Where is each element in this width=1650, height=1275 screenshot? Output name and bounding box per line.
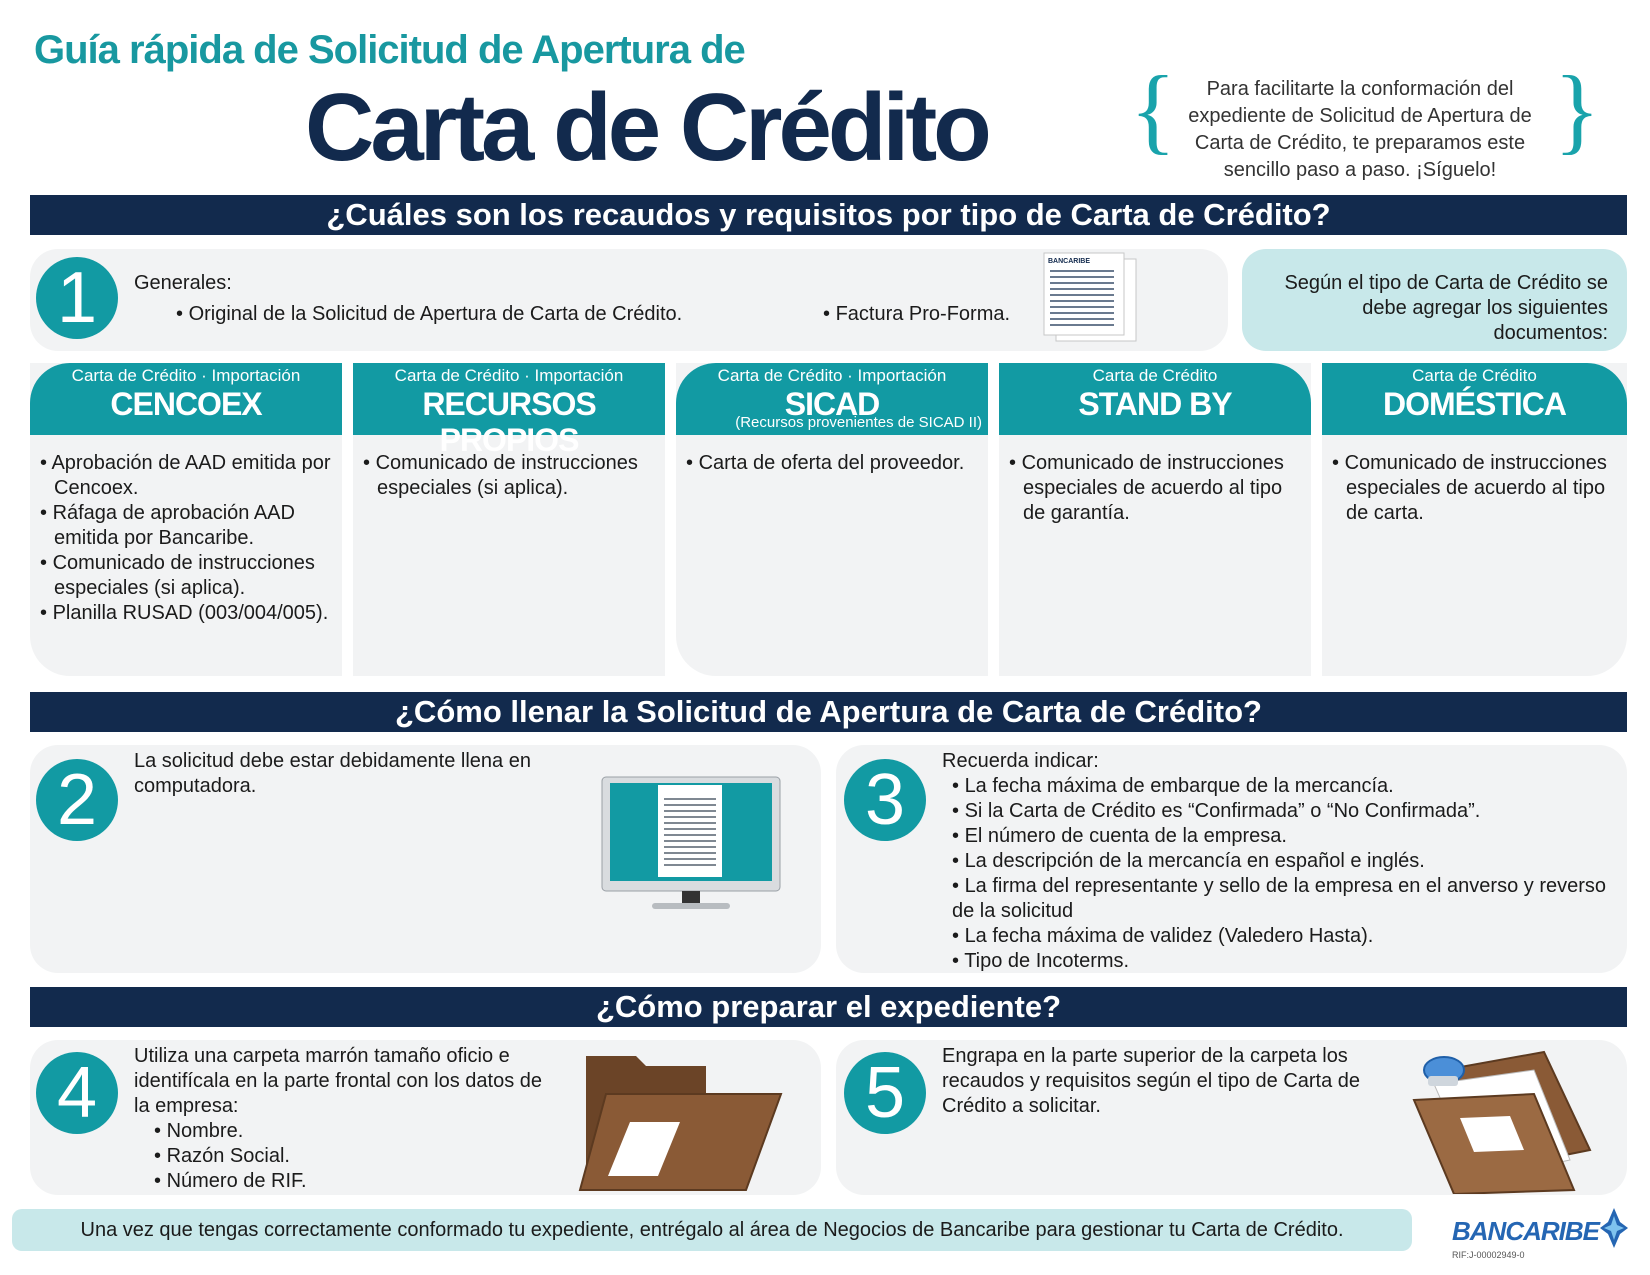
title-top: Guía rápida de Solicitud de Apertura de — [34, 28, 745, 72]
type-name: CENCOEX — [110, 386, 262, 422]
type-header — [353, 363, 665, 458]
stapled-folder-icon — [1384, 1040, 1596, 1194]
type-requirements — [363, 451, 659, 501]
step5-text: Engrapa en la parte superior de la carpeta los recaudos y requisitos según el tipo de Carta de Crédito a solicitar. — [942, 1045, 1361, 1117]
left-brace-icon: { — [1130, 56, 1177, 163]
page-title: Carta de Crédito — [305, 74, 988, 181]
type-header — [30, 363, 342, 435]
type-column-recursos-propios — [353, 363, 665, 676]
list-item: • Comunicado de instrucciones especiales de acuerdo al tipo de carta. — [1332, 451, 1628, 526]
type-column-stand-by — [999, 363, 1311, 676]
step1-panel — [30, 249, 1228, 351]
type-column-cencoex — [30, 363, 342, 676]
step5-panel — [836, 1040, 1627, 1195]
type-subtitle: Carta de Crédito · Importación — [717, 366, 947, 385]
type-column-domestica — [1322, 363, 1627, 676]
list-item: • Si la Carta de Crédito es “Confirmada” o “No Confirmada”. — [952, 799, 1622, 824]
step-number-1: 1 — [36, 257, 118, 339]
right-brace-icon: } — [1554, 56, 1601, 163]
type-header — [1322, 363, 1627, 435]
list-item: • El número de cuenta de la empresa. — [952, 824, 1622, 849]
type-header — [676, 363, 988, 435]
type-header — [999, 363, 1311, 435]
type-name: STAND BY — [1078, 386, 1232, 422]
step-number-4: 4 — [36, 1052, 118, 1134]
list-item: • La firma del representante y sello de la empresa en el anverso y reverso de la solicitud — [952, 874, 1622, 924]
footer-message: Una vez que tengas correctamente conformado tu expediente, entrégalo al área de Negocios de Bancaribe para gestionar tu Carta de Crédito. — [12, 1209, 1412, 1251]
documents-icon — [1042, 251, 1142, 343]
type-column-sicad — [676, 363, 988, 676]
list-item: • Comunicado de instrucciones especiales de acuerdo al tipo de garantía. — [1009, 451, 1305, 526]
step4-list — [154, 1119, 307, 1194]
type-subtitle: Carta de Crédito — [1092, 366, 1218, 385]
step4-text: Utiliza una carpeta marrón tamaño oficio e identifícala en la parte frontal con los datos de la empresa: — [134, 1045, 543, 1117]
step2-text: La solicitud debe estar debidamente llena en computadora. — [134, 750, 531, 797]
list-item: • Tipo de Incoterms. — [952, 949, 1622, 974]
side-note-text: Según el tipo de Carta de Crédito se debe agregar los siguientes documentos: — [1284, 272, 1608, 344]
logo-star-icon — [1598, 1206, 1630, 1250]
step1-item-2: • Factura Pro-Forma. — [823, 303, 1011, 325]
side-note-box — [1242, 249, 1627, 351]
section-bar-requisitos: ¿Cuáles son los recaudos y requisitos por tipo de Carta de Crédito? — [30, 195, 1627, 235]
type-subtitle: Carta de Crédito · Importación — [394, 366, 624, 385]
doc-brand: BANCARIBE — [1048, 258, 1090, 265]
list-item: • Comunicado de instrucciones especiales (si aplica). — [363, 451, 659, 501]
logo-text: BANCARIBE — [1452, 1216, 1599, 1246]
step1-item-2-text: Factura Pro-Forma. — [835, 303, 1011, 325]
type-name: RECURSOS PROPIOS — [422, 386, 596, 458]
list-item: • Carta de oferta del proveedor. — [686, 451, 982, 476]
brown-folder-icon — [576, 1046, 786, 1194]
intro-text: Para facilitarte la conformación del expediente de Solicitud de Apertura de Carta de Crédito, te preparamos este sencillo paso a paso. ¡Síguelo! — [1188, 78, 1532, 181]
step1-item-1-text: Original de la Solicitud de Apertura de Carta de Crédito. — [188, 303, 683, 325]
section-bar-llenar: ¿Cómo llenar la Solicitud de Apertura de Carta de Crédito? — [30, 692, 1627, 732]
section-bar-expediente: ¿Cómo preparar el expediente? — [30, 987, 1627, 1027]
list-item: • Planilla RUSAD (003/004/005). — [40, 601, 336, 626]
type-name: SICAD — [784, 386, 880, 422]
step-number-3: 3 — [844, 759, 926, 841]
rif-text: RIF:J-00002949-0 — [1452, 1250, 1525, 1260]
list-item: • Ráfaga de aprobación AAD emitida por Bancaribe. — [40, 501, 336, 551]
list-item: • Nombre. — [154, 1119, 307, 1144]
list-item: • Razón Social. — [154, 1144, 307, 1169]
step1-heading: Generales: — [134, 272, 232, 294]
list-item: • La fecha máxima de validez (Valedero Hasta). — [952, 924, 1622, 949]
computer-monitor-icon — [598, 775, 784, 911]
bancaribe-logo — [1452, 1206, 1632, 1266]
type-requirements — [686, 451, 982, 476]
list-item: • La fecha máxima de embarque de la mercancía. — [952, 774, 1622, 799]
type-requirements — [1009, 451, 1305, 526]
type-requirements — [1332, 451, 1628, 526]
intro-box — [1130, 56, 1601, 181]
list-item: • La descripción de la mercancía en español e inglés. — [952, 849, 1622, 874]
type-note: (Recursos provenientes de SICAD II) — [735, 414, 982, 431]
step3-heading: Recuerda indicar: — [942, 750, 1099, 772]
type-subtitle: Carta de Crédito · Importación — [71, 366, 301, 385]
step-number-5: 5 — [844, 1052, 926, 1134]
step3-panel — [836, 745, 1627, 973]
step4-panel — [30, 1040, 821, 1195]
type-requirements — [40, 451, 336, 626]
list-item: • Aprobación de AAD emitida por Cencoex. — [40, 451, 336, 501]
step1-item-1: • Original de la Solicitud de Apertura de Carta de Crédito. — [176, 303, 683, 325]
type-name: DOMÉSTICA — [1383, 386, 1566, 422]
step3-list — [952, 774, 1622, 974]
step-number-2: 2 — [36, 759, 118, 841]
list-item: • Comunicado de instrucciones especiales (si aplica). — [40, 551, 336, 601]
step2-panel — [30, 745, 821, 973]
list-item: • Número de RIF. — [154, 1169, 307, 1194]
type-subtitle: Carta de Crédito — [1412, 366, 1537, 385]
